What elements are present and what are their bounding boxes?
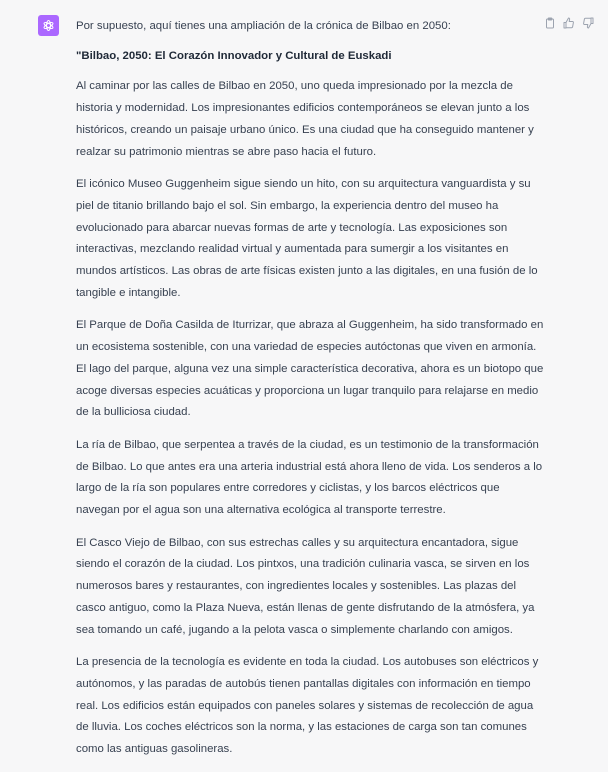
- paragraph: Al caminar por las calles de Bilbao en 2050, uno queda impresionado por la mezcla de historia y modernidad. Los impresionantes edificios contemporáneos se elevan junto a los históricos, creando un paisaje urbano único. Es una ciudad que ha conseguido mantener y realzar su patrimonio mientras se abre paso hacia el futuro.: [76, 80, 534, 158]
- thumbs-up-button[interactable]: [563, 17, 575, 29]
- thumbs-up-icon: [563, 17, 575, 29]
- paragraph: El icónico Museo Guggenheim sigue siendo un hito, con su arquitectura vanguardista y su piel de titanio brillando bajo el sol. Sin embargo, la experiencia dentro del museo ha evolucionado para abarcar nuevas formas de arte y tecnología. Las exposiciones son interactivas, mezclando realidad virtual y aumentada para sumergir a los visitantes en mundos artísticos. Las obras de arte físicas existen junto a las digitales, en una fusión de lo tangible e intangible.: [76, 178, 538, 299]
- article-title: "Bilbao, 2050: El Corazón Innovador y Cultural de Euskadi: [76, 49, 392, 62]
- paragraph: La ría de Bilbao, que serpentea a través de la ciudad, es un testimonio de la transformación de Bilbao. Lo que antes era una arteria industrial está ahora lleno de vida. Los senderos a lo largo de la ría son populares entre corredores y ciclistas, y los barcos eléctricos que navegan por el agua son una alternativa ecológica al transporte terrestre.: [76, 438, 543, 517]
- message-intro: Por supuesto, aquí tienes una ampliación de la crónica de Bilbao en 2050:: [76, 20, 451, 32]
- message-content: [76, 16, 546, 772]
- thumbs-down-icon: [582, 17, 594, 29]
- message-actions: [544, 17, 594, 29]
- openai-logo-icon: [41, 18, 56, 33]
- thumbs-down-button[interactable]: [582, 17, 594, 29]
- paragraph: El Casco Viejo de Bilbao, con sus estrechas calles y su arquitectura encantadora, sigue siendo el corazón de la ciudad. Los pintxos, una tradición culinaria vasca, se sirven en los numerosos bares y restaurantes, con ingredientes locales y sostenibles. Las plazas del casco antiguo, como la Plaza Nueva, están llenas de gente disfrutando de la atmósfera, ya sea tomando un café, jugando a la pelota vasca o simplemente charlando con amigos.: [76, 536, 535, 636]
- paragraph: El Parque de Doña Casilda de Iturrizar, que abraza al Guggenheim, ha sido transformado en un ecosistema sostenible, con una variedad de especies autóctonas que viven en armonía. El lago del parque, alguna vez una simple característica decorativa, ahora es un biotopo que acoge diversas especies acuáticas y proporciona un lugar tranquilo para relajarse en medio de la bulliciosa ciudad.: [76, 319, 544, 419]
- assistant-avatar: [38, 15, 59, 36]
- paragraph: La presencia de la tecnología es evidente en toda la ciudad. Los autobuses son eléctricos y autónomos, y las paradas de autobús tienen pantallas digitales con información en tiempo real. Los edificios están equipados con paneles solares y sistemas de recolección de agua de lluvia. Los coches eléctricos son la norma, y las estaciones de carga son tan comunes como las antiguas gasolineras.: [76, 656, 539, 756]
